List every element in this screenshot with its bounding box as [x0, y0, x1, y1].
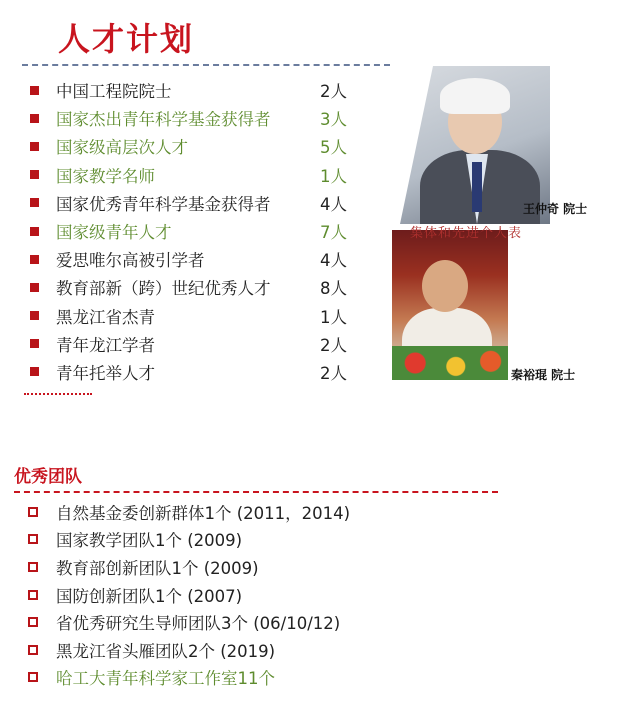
- talent-plan-list: [30, 76, 390, 386]
- portrait-head: [422, 260, 468, 312]
- square-bullet-icon: [30, 170, 39, 179]
- plan-count: 1人: [320, 307, 347, 327]
- plan-count: 4人: [320, 251, 347, 271]
- plan-item: [30, 161, 390, 189]
- hollow-square-bullet-icon: [28, 534, 38, 544]
- plan-label: 青年托举人才: [56, 363, 155, 383]
- team-text: 国家教学团队1个 (2009): [56, 531, 243, 551]
- team-item: [28, 581, 448, 609]
- plan-label: 黑龙江省杰青: [56, 307, 155, 327]
- plan-label: 国家级高层次人才: [56, 138, 188, 158]
- team-text: 自然基金委创新群体1个 (2011，2014): [56, 503, 351, 523]
- plan-item: [30, 358, 390, 386]
- plan-count: 8人: [320, 279, 347, 299]
- square-bullet-icon: [30, 255, 39, 264]
- square-bullet-icon: [30, 198, 39, 207]
- plan-label: 中国工程院院士: [56, 82, 172, 102]
- team-text: 哈工大青年科学家工作室11个: [56, 669, 275, 689]
- portrait-tie: [472, 162, 482, 212]
- photo-banner-text: 集体和先进个人表: [410, 226, 523, 241]
- square-bullet-icon: [30, 283, 39, 292]
- hollow-square-bullet-icon: [28, 590, 38, 600]
- plan-label: 青年龙江学者: [56, 335, 155, 355]
- team-text: 国防创新团队1个 (2007): [56, 586, 243, 606]
- portrait-hair: [440, 78, 510, 114]
- academician-photo-2: [392, 230, 508, 380]
- team-item: [28, 636, 448, 664]
- plan-item: [30, 132, 390, 160]
- plan-item: [30, 302, 390, 330]
- plan-count: 2人: [320, 335, 347, 355]
- plan-item: [30, 217, 390, 245]
- plan-count: 4人: [320, 194, 347, 214]
- square-bullet-icon: [30, 367, 39, 376]
- plan-item: [30, 76, 390, 104]
- plan-item: [30, 330, 390, 358]
- plan-label: 爱思唯尔高被引学者: [56, 251, 205, 271]
- square-bullet-icon: [30, 311, 39, 320]
- plan-count: 5人: [320, 138, 347, 158]
- plan-count: 2人: [320, 82, 347, 102]
- excellent-teams-list: [28, 498, 448, 691]
- hollow-square-bullet-icon: [28, 672, 38, 682]
- plan-item: [30, 273, 390, 301]
- hollow-square-bullet-icon: [28, 645, 38, 655]
- plan-item: [30, 189, 390, 217]
- team-text: 省优秀研究生导师团队3个 (06/10/12): [56, 614, 341, 634]
- square-bullet-icon: [30, 339, 39, 348]
- team-item: [28, 498, 448, 526]
- photo-caption-2: 秦裕琨 院士: [511, 368, 576, 382]
- team-item: [28, 608, 448, 636]
- plan-count: 7人: [320, 223, 347, 243]
- teams-divider: [14, 491, 498, 493]
- plan-count: 1人: [320, 166, 347, 186]
- team-item: [28, 664, 448, 692]
- plan-item: [30, 104, 390, 132]
- plan-label: 国家优秀青年科学基金获得者: [56, 194, 271, 214]
- plan-label: 教育部新（跨）世纪优秀人才: [56, 279, 271, 299]
- square-bullet-icon: [30, 86, 39, 95]
- plan-count: 2人: [320, 363, 347, 383]
- team-text: 黑龙江省头雁团队2个 (2019): [56, 641, 276, 661]
- plan-count: 3人: [320, 110, 347, 130]
- team-item: [28, 553, 448, 581]
- title-divider: [22, 64, 390, 66]
- team-item: [28, 526, 448, 554]
- dotted-divider: [24, 393, 92, 395]
- hollow-square-bullet-icon: [28, 617, 38, 627]
- square-bullet-icon: [30, 142, 39, 151]
- hollow-square-bullet-icon: [28, 562, 38, 572]
- team-text: 教育部创新团队1个 (2009): [56, 558, 259, 578]
- flower-bouquet: [392, 346, 508, 380]
- photo-caption-1: 王仲奇 院士: [523, 202, 588, 216]
- excellent-teams-title: 优秀团队: [14, 467, 82, 487]
- plan-label: 国家级青年人才: [56, 223, 172, 243]
- plan-label: 国家杰出青年科学基金获得者: [56, 110, 271, 130]
- plan-label: 国家教学名师: [56, 166, 155, 186]
- square-bullet-icon: [30, 114, 39, 123]
- talent-plan-title: 人才计划: [58, 20, 195, 58]
- hollow-square-bullet-icon: [28, 507, 38, 517]
- plan-item: [30, 245, 390, 273]
- square-bullet-icon: [30, 227, 39, 236]
